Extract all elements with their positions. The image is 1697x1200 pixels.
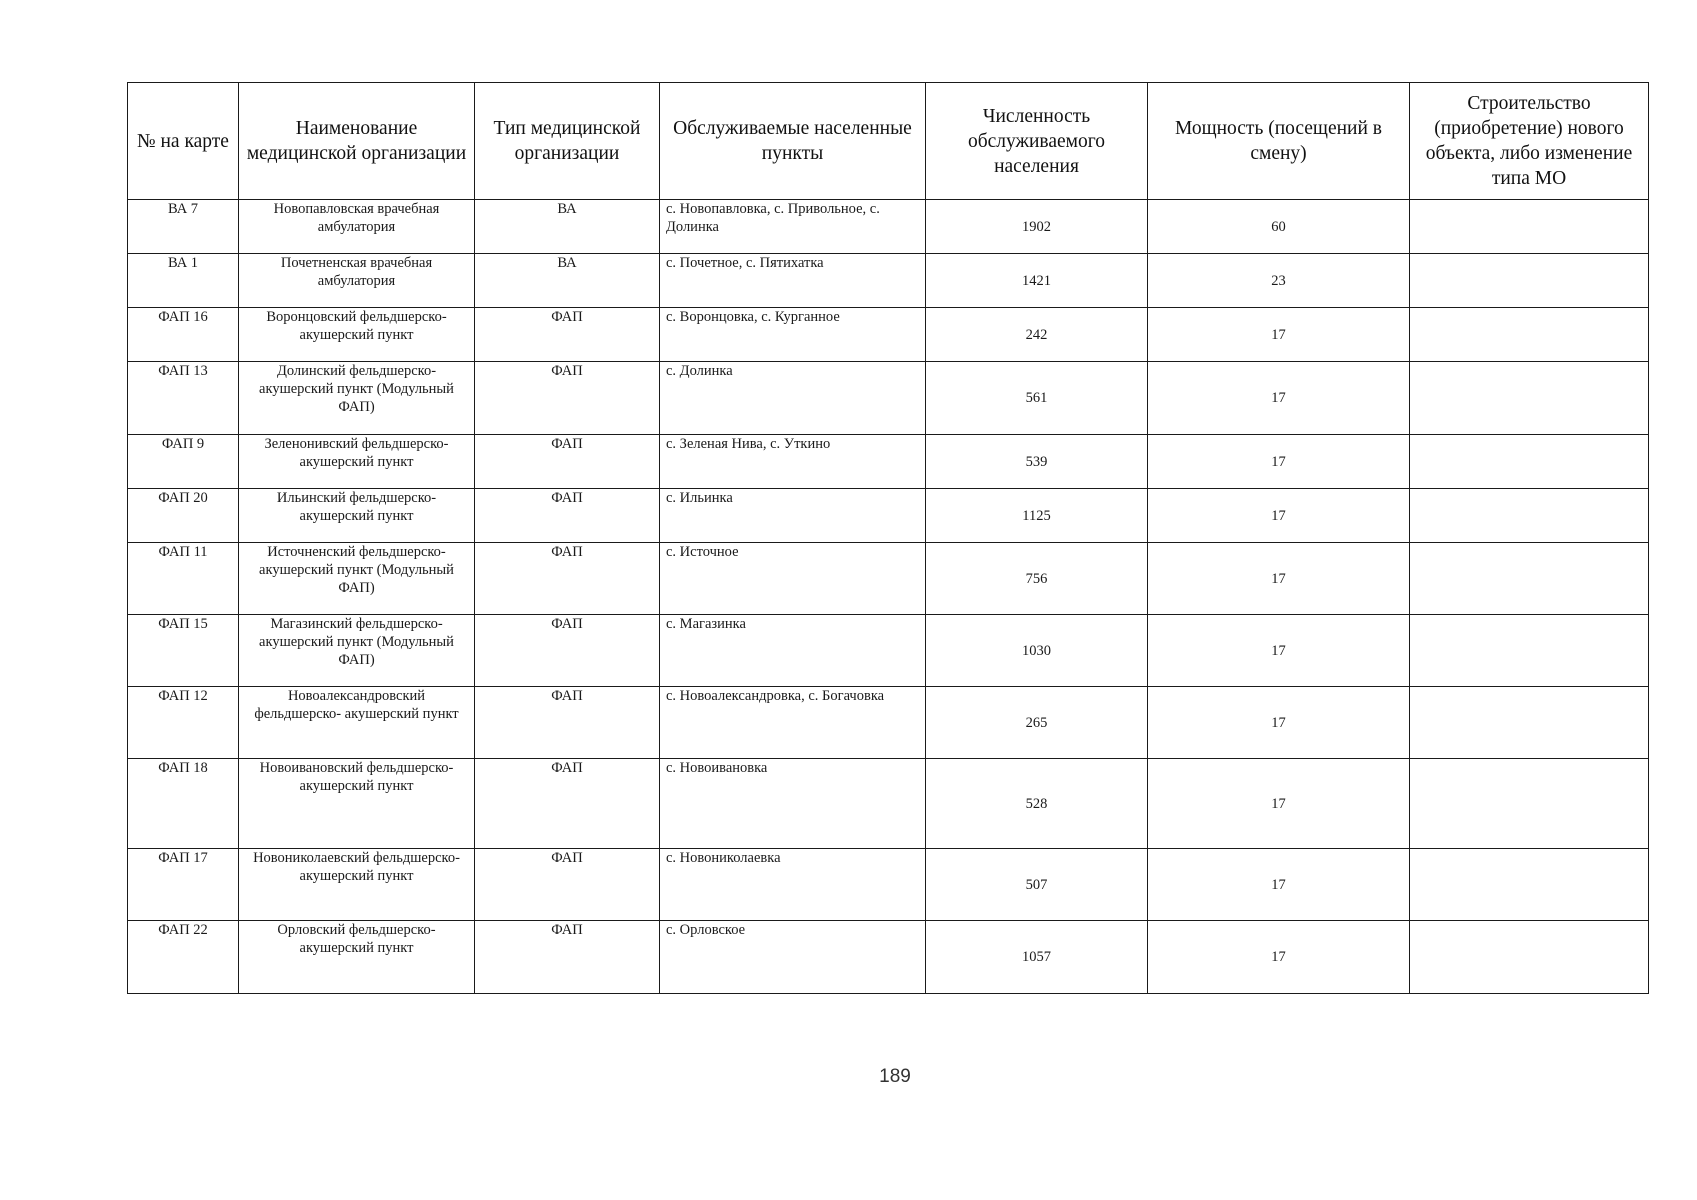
cell-settlements: с. Магазинка bbox=[660, 615, 926, 687]
cell-org-type: ФАП bbox=[475, 615, 660, 687]
header-map-no: № на карте bbox=[128, 83, 239, 200]
cell-population: 242 bbox=[926, 308, 1148, 362]
medical-organizations-table bbox=[127, 82, 1649, 994]
cell-settlements: с. Орловское bbox=[660, 921, 926, 994]
cell-population: 539 bbox=[926, 435, 1148, 489]
table-row bbox=[128, 200, 1649, 254]
cell-settlements: с. Зеленая Нива, с. Уткино bbox=[660, 435, 926, 489]
cell-capacity: 17 bbox=[1148, 362, 1410, 435]
table-row bbox=[128, 615, 1649, 687]
page-number: 189 bbox=[879, 1066, 911, 1087]
cell-capacity: 17 bbox=[1148, 759, 1410, 849]
cell-capacity: 17 bbox=[1148, 615, 1410, 687]
cell-org-type: ФАП bbox=[475, 362, 660, 435]
cell-settlements: с. Воронцовка, с. Курганное bbox=[660, 308, 926, 362]
header-population: Численность обслуживаемого населения bbox=[926, 83, 1148, 200]
cell-org-type: ФАП bbox=[475, 489, 660, 543]
table-row bbox=[128, 849, 1649, 921]
cell-map-no: ВА 7 bbox=[128, 200, 239, 254]
header-org-type: Тип медицинской организации bbox=[475, 83, 660, 200]
cell-org-type: ФАП bbox=[475, 921, 660, 994]
header-org-name: Наименование медицинской организации bbox=[239, 83, 475, 200]
cell-construction bbox=[1410, 921, 1649, 994]
table-row bbox=[128, 435, 1649, 489]
cell-org-name: Новопавловская врачебная амбулатория bbox=[239, 200, 475, 254]
header-settlements: Обслуживаемые населенные пункты bbox=[660, 83, 926, 200]
cell-construction bbox=[1410, 543, 1649, 615]
table-header-row bbox=[128, 83, 1649, 200]
cell-capacity: 17 bbox=[1148, 921, 1410, 994]
cell-construction bbox=[1410, 687, 1649, 759]
cell-map-no: ФАП 22 bbox=[128, 921, 239, 994]
cell-map-no: ФАП 16 bbox=[128, 308, 239, 362]
cell-construction bbox=[1410, 308, 1649, 362]
cell-construction bbox=[1410, 362, 1649, 435]
table-row bbox=[128, 543, 1649, 615]
cell-construction bbox=[1410, 759, 1649, 849]
cell-org-type: ВА bbox=[475, 254, 660, 308]
header-capacity: Мощность (посещений в смену) bbox=[1148, 83, 1410, 200]
table-row bbox=[128, 362, 1649, 435]
cell-settlements: с. Долинка bbox=[660, 362, 926, 435]
cell-org-name: Ильинский фельдшерско-акушерский пункт bbox=[239, 489, 475, 543]
cell-org-type: ВА bbox=[475, 200, 660, 254]
table-row bbox=[128, 921, 1649, 994]
cell-org-type: ФАП bbox=[475, 543, 660, 615]
cell-construction bbox=[1410, 615, 1649, 687]
cell-org-name: Почетненская врачебная амбулатория bbox=[239, 254, 475, 308]
cell-settlements: с. Новоалександровка, с. Богачовка bbox=[660, 687, 926, 759]
cell-org-name: Орловский фельдшерско-акушерский пункт bbox=[239, 921, 475, 994]
cell-population: 1125 bbox=[926, 489, 1148, 543]
cell-population: 1421 bbox=[926, 254, 1148, 308]
cell-population: 265 bbox=[926, 687, 1148, 759]
table-row bbox=[128, 254, 1649, 308]
cell-population: 1030 bbox=[926, 615, 1148, 687]
cell-org-type: ФАП bbox=[475, 308, 660, 362]
cell-org-type: ФАП bbox=[475, 435, 660, 489]
cell-map-no: ФАП 17 bbox=[128, 849, 239, 921]
cell-map-no: ФАП 20 bbox=[128, 489, 239, 543]
cell-population: 561 bbox=[926, 362, 1148, 435]
cell-capacity: 17 bbox=[1148, 489, 1410, 543]
table-row bbox=[128, 308, 1649, 362]
cell-map-no: ФАП 9 bbox=[128, 435, 239, 489]
cell-capacity: 17 bbox=[1148, 435, 1410, 489]
cell-population: 756 bbox=[926, 543, 1148, 615]
cell-settlements: с. Новоивановка bbox=[660, 759, 926, 849]
cell-map-no: ФАП 18 bbox=[128, 759, 239, 849]
cell-capacity: 17 bbox=[1148, 849, 1410, 921]
cell-construction bbox=[1410, 849, 1649, 921]
cell-org-name: Долинский фельдшерско-акушерский пункт (Модульный ФАП) bbox=[239, 362, 475, 435]
cell-org-name: Источненский фельдшерско-акушерский пункт (Модульный ФАП) bbox=[239, 543, 475, 615]
cell-capacity: 23 bbox=[1148, 254, 1410, 308]
cell-org-name: Зеленонивский фельдшерско-акушерский пункт bbox=[239, 435, 475, 489]
table-row bbox=[128, 687, 1649, 759]
cell-capacity: 17 bbox=[1148, 687, 1410, 759]
cell-population: 1902 bbox=[926, 200, 1148, 254]
cell-org-name: Новоивановский фельдшерско- акушерский пункт bbox=[239, 759, 475, 849]
cell-construction bbox=[1410, 435, 1649, 489]
cell-construction bbox=[1410, 200, 1649, 254]
header-construction: Строительство (приобретение) нового объекта, либо изменение типа МО bbox=[1410, 83, 1649, 200]
cell-map-no: ФАП 15 bbox=[128, 615, 239, 687]
cell-capacity: 60 bbox=[1148, 200, 1410, 254]
cell-population: 528 bbox=[926, 759, 1148, 849]
cell-org-name: Воронцовский фельдшерско-акушерский пункт bbox=[239, 308, 475, 362]
cell-capacity: 17 bbox=[1148, 543, 1410, 615]
cell-org-name: Магазинский фельдшерско-акушерский пункт (Модульный ФАП) bbox=[239, 615, 475, 687]
cell-construction bbox=[1410, 489, 1649, 543]
cell-map-no: ВА 1 bbox=[128, 254, 239, 308]
cell-map-no: ФАП 13 bbox=[128, 362, 239, 435]
cell-settlements: с. Ильинка bbox=[660, 489, 926, 543]
cell-org-type: ФАП bbox=[475, 849, 660, 921]
cell-settlements: с. Новониколаевка bbox=[660, 849, 926, 921]
cell-settlements: с. Почетное, с. Пятихатка bbox=[660, 254, 926, 308]
table-row bbox=[128, 759, 1649, 849]
cell-population: 507 bbox=[926, 849, 1148, 921]
cell-org-type: ФАП bbox=[475, 759, 660, 849]
cell-org-name: Новоалександровский фельдшерско- акушерский пункт bbox=[239, 687, 475, 759]
cell-map-no: ФАП 11 bbox=[128, 543, 239, 615]
cell-org-name: Новониколаевский фельдшерско- акушерский пункт bbox=[239, 849, 475, 921]
table-row bbox=[128, 489, 1649, 543]
cell-map-no: ФАП 12 bbox=[128, 687, 239, 759]
cell-settlements: с. Источное bbox=[660, 543, 926, 615]
cell-construction bbox=[1410, 254, 1649, 308]
cell-settlements: с. Новопавловка, с. Привольное, с. Долинка bbox=[660, 200, 926, 254]
cell-org-type: ФАП bbox=[475, 687, 660, 759]
cell-capacity: 17 bbox=[1148, 308, 1410, 362]
cell-population: 1057 bbox=[926, 921, 1148, 994]
